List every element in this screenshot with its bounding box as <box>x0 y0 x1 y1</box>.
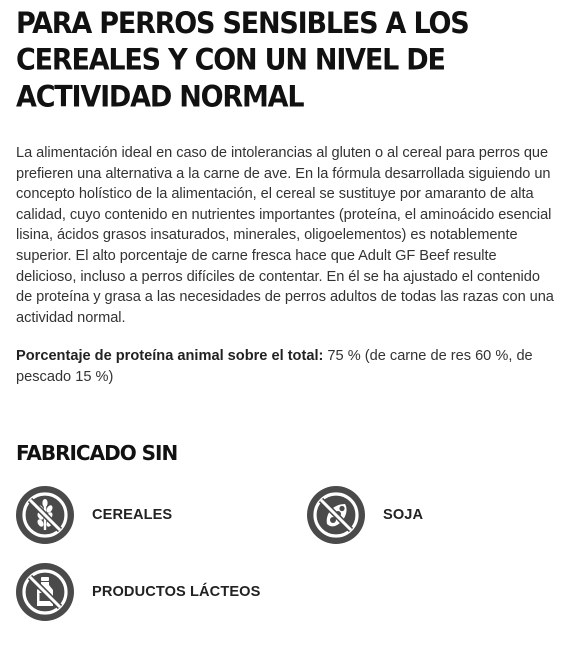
free-from-item-soy <box>307 486 423 544</box>
free-from-label: CEREALES <box>92 506 173 523</box>
protein-info <box>16 346 554 387</box>
section-title: PARA PERROS SENSIBLES A LOS CEREALES Y CON UN NIVEL DE ACTIVIDAD NORMAL <box>16 7 469 115</box>
free-from-item-cereals <box>16 486 172 544</box>
no-soy-icon <box>307 486 365 544</box>
protein-value: 75 % (de carne de res 60 %, de pescado 15 %) <box>16 348 533 385</box>
product-description: La alimentación ideal en caso de intolerancias al gluten o al cereal para perros que prefieren una alternativa a la carne de ave. En la fórmula desarrollada siguiendo un concepto holístico de la alimentación, el cereal se sustituye por amaranto de alta calidad, cuyo contenido en nutrientes importantes (proteína, el aminoácido esencial lisina, ácidos grasos insaturados, minerales, oligoelementos) es notablemente superior. El alto porcentaje de carne fresca hace que Adult GF Beef resulte delicioso, incluso a perros difíciles de contentar. En él se ha ajustado el contenido de proteína y grasa a las necesidades de perros adultos de todas las razas con una actividad normal. <box>16 145 554 326</box>
no-grain-icon <box>16 486 74 544</box>
free-from-item-dairy <box>16 563 260 621</box>
free-from-label: PRODUCTOS LÁCTEOS <box>92 583 261 600</box>
no-dairy-icon <box>16 563 74 621</box>
free-from-list <box>16 486 554 656</box>
free-from-label: SOJA <box>383 506 424 523</box>
protein-label: Porcentaje de proteína animal sobre el total: <box>16 348 324 365</box>
free-from-title: FABRICADO SIN <box>16 440 178 465</box>
